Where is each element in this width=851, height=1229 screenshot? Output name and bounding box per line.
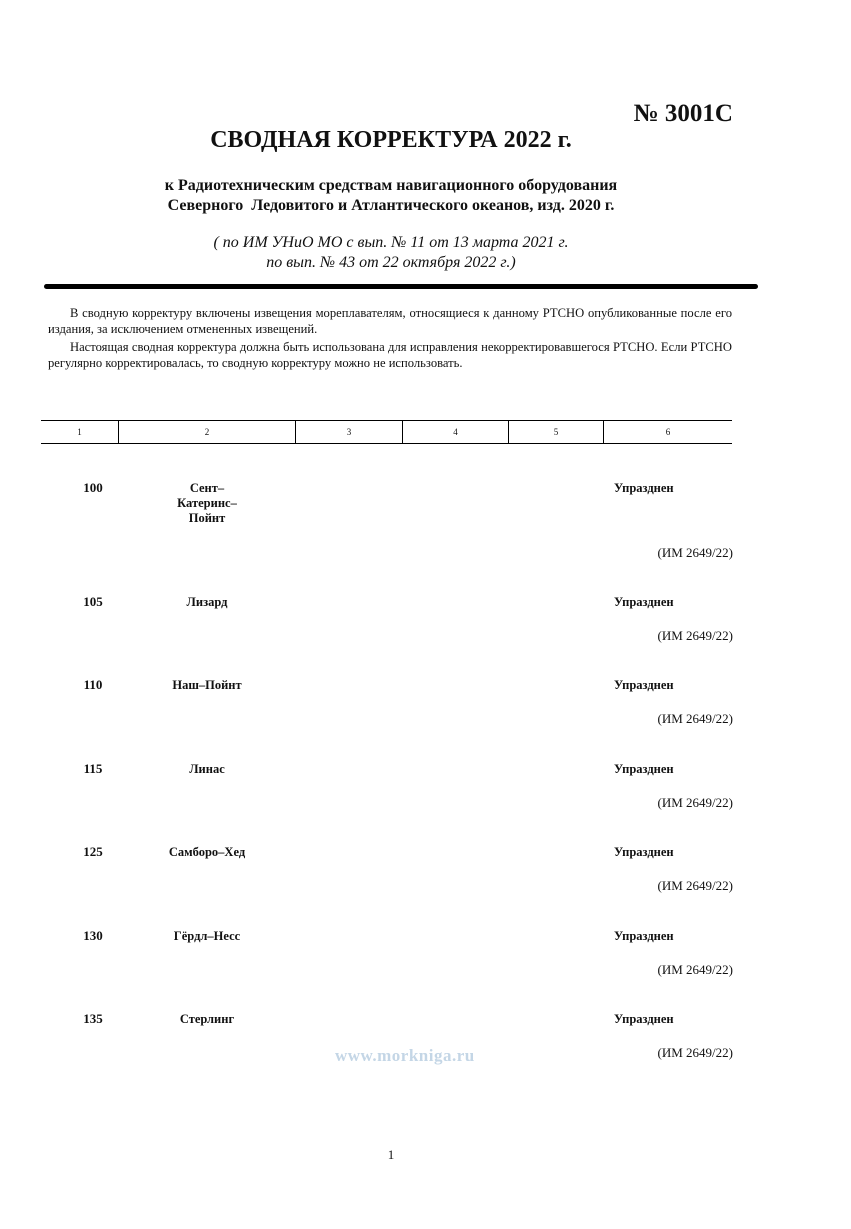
row-name: Стерлинг bbox=[179, 1012, 235, 1026]
row-reference: (ИМ 2649/22) bbox=[657, 711, 733, 726]
row-status: Упразднен bbox=[614, 929, 674, 943]
row-status: Упразднен bbox=[614, 762, 674, 776]
column-header-1: 1 bbox=[77, 427, 82, 437]
row-number: 125 bbox=[83, 844, 103, 859]
row-name: Самборо–Хед bbox=[168, 845, 246, 859]
document-number: № 3001С bbox=[633, 100, 733, 127]
row-number: 100 bbox=[83, 480, 103, 495]
range-line-1: ( по ИМ УНиО МО с вып. № 11 от 13 марта 2021 г. bbox=[213, 234, 569, 251]
row-reference: (ИМ 2649/22) bbox=[657, 1045, 733, 1060]
column-header-5: 5 bbox=[553, 427, 559, 437]
row-status: Упразднен bbox=[614, 678, 674, 692]
document-subtitle bbox=[0, 176, 782, 216]
row-number: 115 bbox=[83, 761, 103, 776]
document-title: СВОДНАЯ КОРРЕКТУРА 2022 г. bbox=[210, 127, 572, 153]
row-status: Упразднен bbox=[614, 1012, 674, 1026]
row-reference: (ИМ 2649/22) bbox=[657, 962, 733, 977]
row-reference: (ИМ 2649/22) bbox=[657, 795, 733, 810]
row-name: Лизард bbox=[186, 595, 228, 609]
row-status: Упразднен bbox=[614, 481, 674, 495]
issue-range bbox=[0, 233, 782, 273]
row-status: Упразднен bbox=[614, 845, 674, 859]
column-header-2: 2 bbox=[204, 427, 210, 437]
subtitle-line-1: к Радиотехническим средствам навигационного оборудования bbox=[164, 177, 618, 194]
row-reference: (ИМ 2649/22) bbox=[657, 545, 733, 560]
header-divider bbox=[44, 284, 758, 289]
range-line-2: по вып. № 43 от 22 октября 2022 г.) bbox=[266, 254, 516, 271]
column-header-3: 3 bbox=[346, 427, 352, 437]
row-reference: (ИМ 2649/22) bbox=[657, 628, 733, 643]
page-number: 1 bbox=[387, 1147, 395, 1162]
row-name: Наш–Пойнт bbox=[172, 678, 242, 692]
row-name: Гёрдл–Несс bbox=[173, 929, 241, 943]
subtitle-line-2: Северного Ледовитого и Атлантического океанов, изд. 2020 г. bbox=[167, 197, 615, 214]
row-number: 110 bbox=[83, 677, 103, 692]
column-header-4: 4 bbox=[453, 427, 458, 437]
row-name: Линас bbox=[189, 762, 225, 776]
row-number: 135 bbox=[83, 1011, 103, 1026]
table-column-header bbox=[41, 420, 732, 444]
row-status: Упразднен bbox=[614, 595, 674, 609]
column-header-6: 6 bbox=[665, 427, 671, 437]
row-name: Сент– Катеринс– Пойнт bbox=[177, 481, 237, 525]
row-reference: (ИМ 2649/22) bbox=[657, 878, 733, 893]
watermark: www.morkniga.ru bbox=[335, 1046, 475, 1065]
intro-text bbox=[48, 305, 732, 373]
row-number: 105 bbox=[83, 594, 103, 609]
intro-paragraph-1: В сводную корректуру включены извещения мореплавателям, относящиеся к данному РТСНО опубликованные после его издания, за исключением отмененных извещений. bbox=[48, 306, 732, 336]
intro-paragraph-2: Настоящая сводная корректура должна быть использована для исправления некорректировавшегося РТСНО. Если РТСНО регулярно корректировалась, то сводную корректуру можно не использовать. bbox=[48, 340, 732, 370]
row-number: 130 bbox=[83, 928, 103, 943]
